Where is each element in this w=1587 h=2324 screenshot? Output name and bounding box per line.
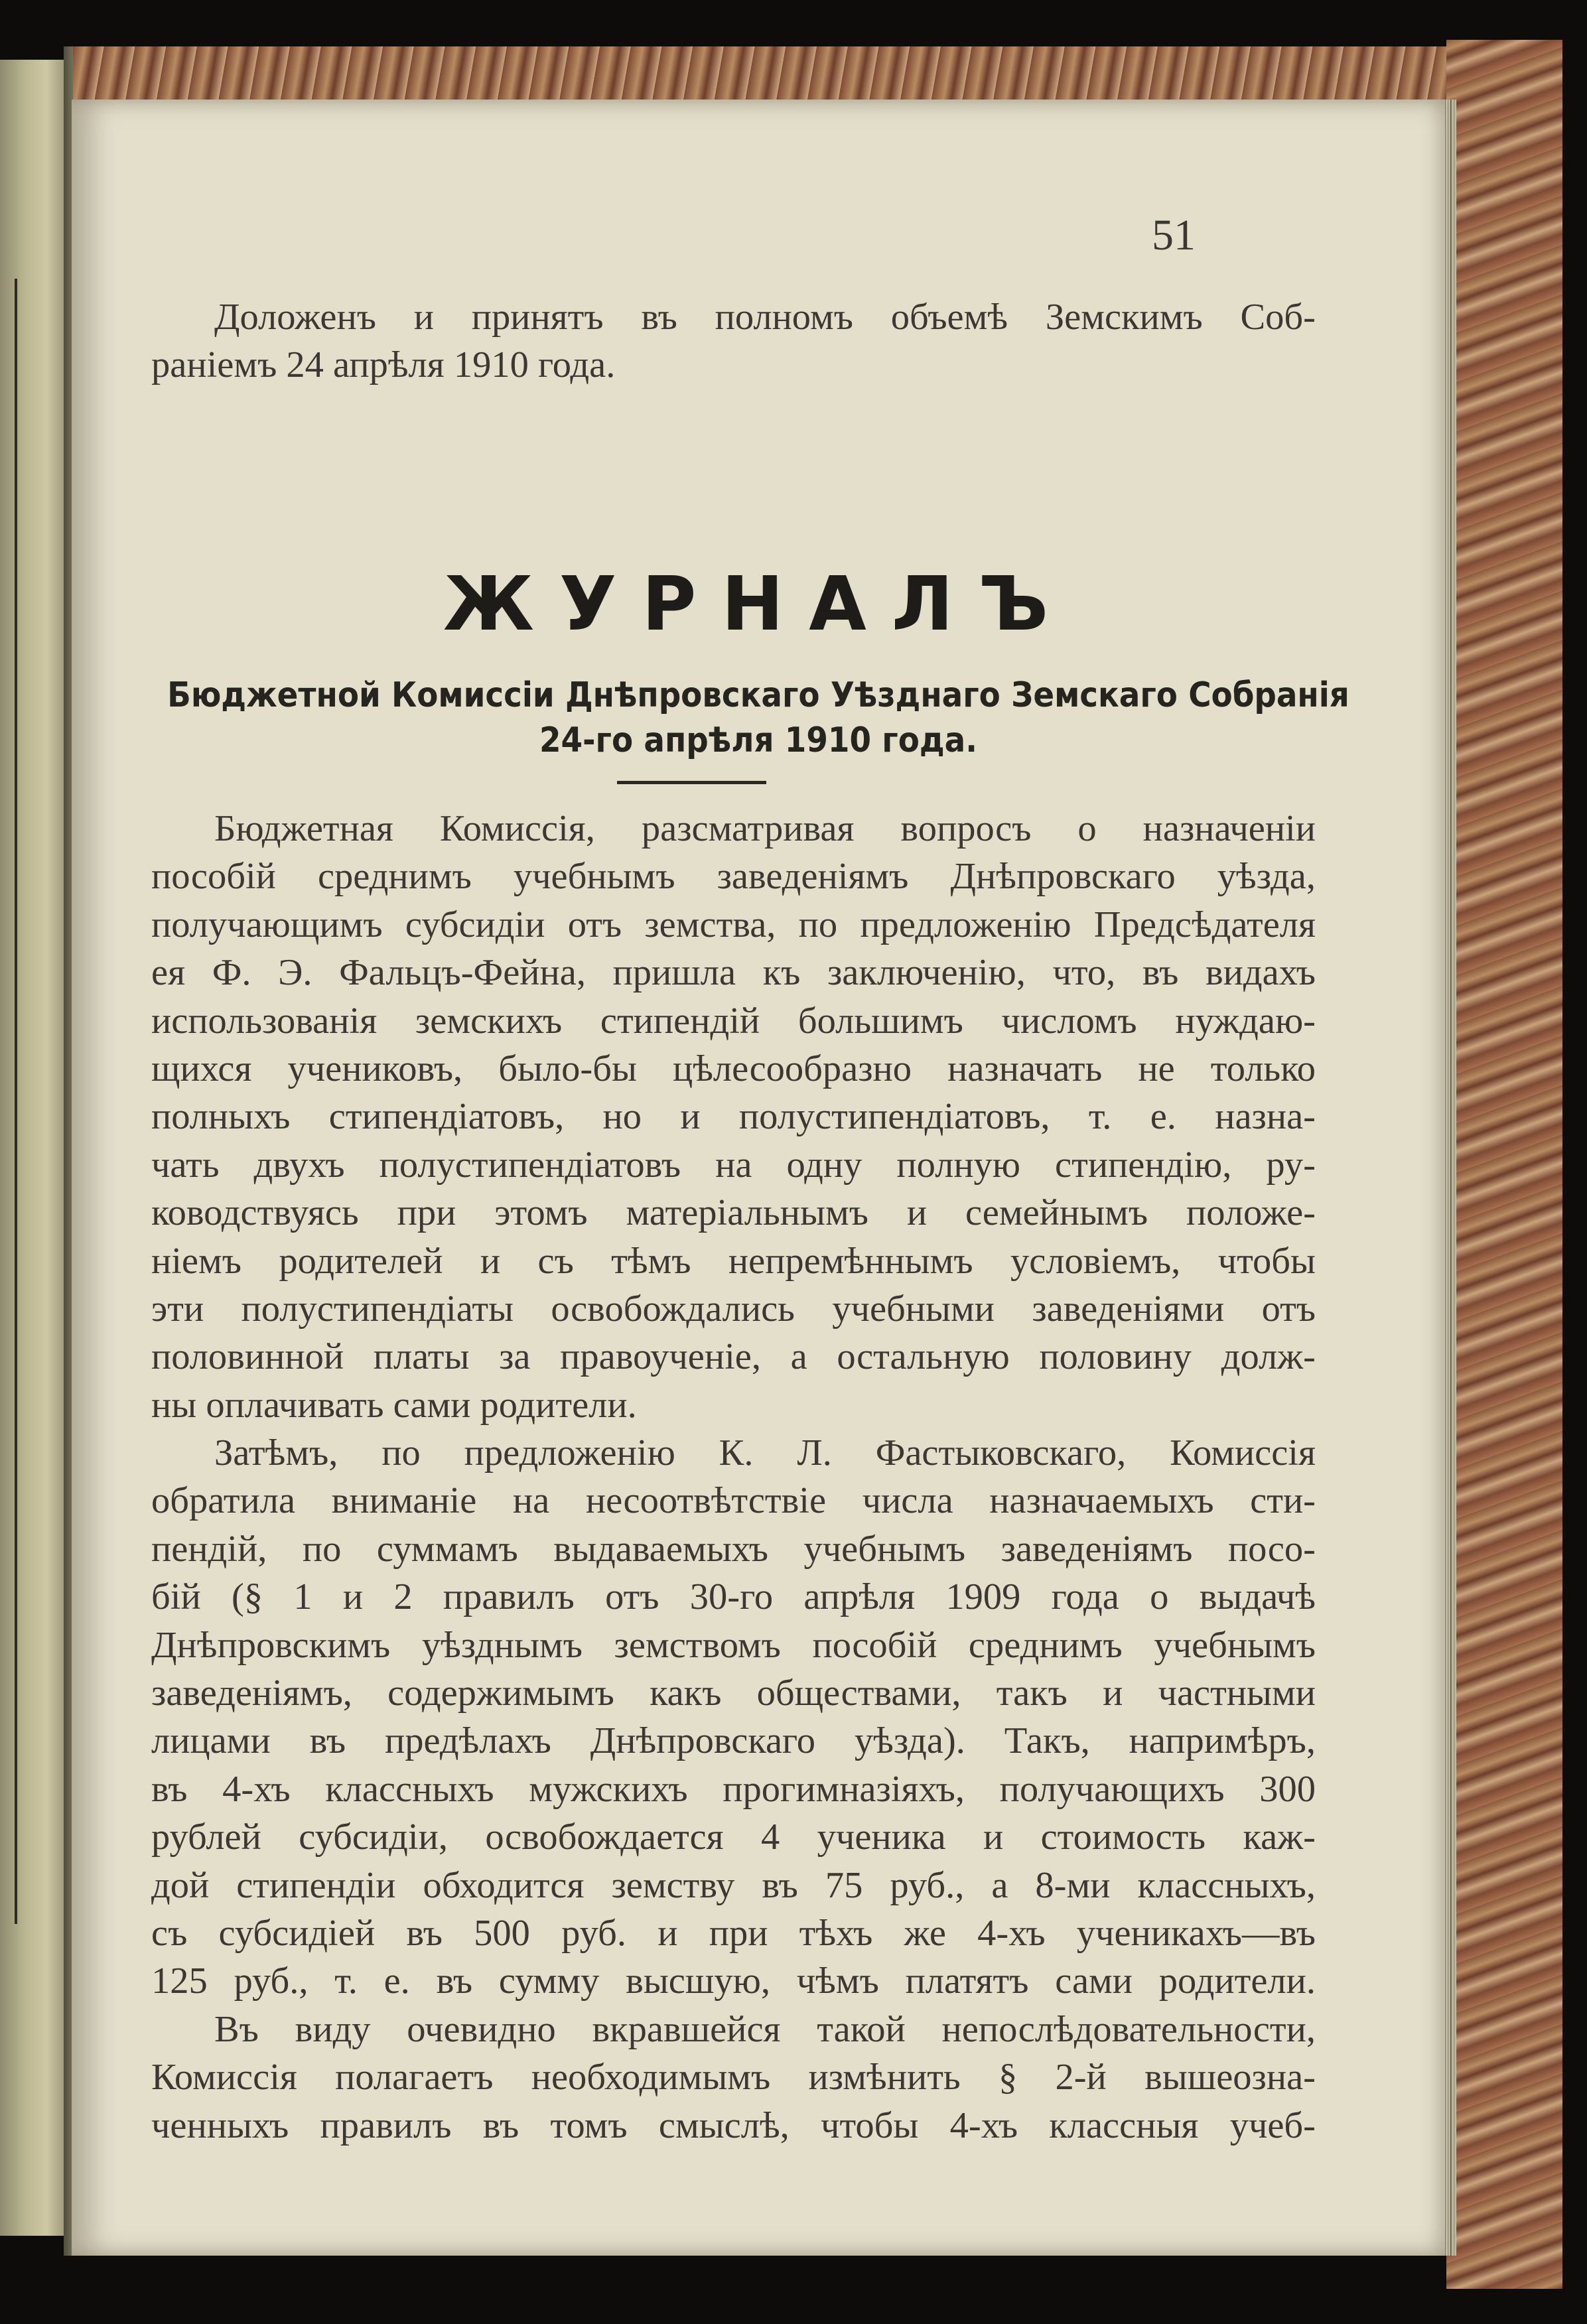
body-line: обратила вниманіе на несоотвѣтствіе числа назначаемыхъ сти- (151, 1480, 1316, 1522)
body-line: въ 4-хъ классныхъ мужскихъ прогимназіяхъ, получающихъ 300 (151, 1768, 1316, 1810)
body-line: чать двухъ полустипендіатовъ на одну полную стипендію, ру- (151, 1144, 1316, 1186)
title-divider (617, 781, 766, 784)
body-line: рублей субсидіи, освобождается 4 ученика и стоимость каж- (151, 1816, 1316, 1858)
body-line: бій (§ 1 и 2 правилъ отъ 30-го апрѣля 1909 года о выдачѣ (151, 1576, 1316, 1618)
body-line: ченныхъ правилъ въ томъ смыслѣ, чтобы 4-хъ классныя учеб- (151, 2104, 1316, 2146)
body-line: щихся учениковъ, было-бы цѣлесообразно назначать не только (151, 1048, 1316, 1089)
body-line: половинной платы за правоученіе, а остальную половину долж- (151, 1336, 1316, 1378)
body-line: лицами въ предѣлахъ Днѣпровскаго уѣзда). Такъ, напримѣръ, (151, 1720, 1316, 1762)
body-line: Комиссія полагаетъ необходимымъ измѣнить § 2-й вышеозна- (151, 2057, 1316, 2098)
marbled-top-edge (73, 46, 1480, 106)
body-line: заведеніямъ, содержимымъ какъ обществами, такъ и частными (151, 1673, 1316, 1714)
body-line: съ субсидіей въ 500 руб. и при тѣхъ же 4-хъ ученикахъ—въ (151, 1912, 1316, 1954)
body-line: пендій, по суммамъ выдаваемыхъ учебнымъ заведеніямъ посо- (151, 1528, 1316, 1570)
journal-subtitle: 24-го апрѣля 1910 года. (539, 720, 977, 760)
body-line: Затѣмъ, по предложенію К. Л. Фастыковскаго, Комиссія (214, 1432, 1316, 1474)
previous-page-rule (15, 279, 17, 1924)
intro-paragraph (151, 293, 1316, 389)
body-line: эти полустипендіаты освобождались учебными заведеніями отъ (151, 1288, 1316, 1330)
body-line: Днѣпровскимъ уѣзднымъ земствомъ пособій среднимъ учебнымъ (151, 1624, 1316, 1666)
body-line: пособій среднимъ учебнымъ заведеніямъ Днѣпровскаго уѣзда, (151, 856, 1316, 898)
journal-subtitle: Бюджетной Комиссіи Днѣпровскаго Уѣзднаго Земскаго Собранія (167, 675, 1349, 715)
body-line: Въ виду очевидно вкравшейся такой непослѣдовательности, (214, 2008, 1316, 2050)
body-line: ніемъ родителей и съ тѣмъ непремѣннымъ условіемъ, чтобы (151, 1240, 1316, 1282)
body-line: Бюджетная Комиссія, разсматривая вопросъ о назначеніи (214, 808, 1316, 849)
body-line: ководствуясь при этомъ матеріальнымъ и семейнымъ положе- (151, 1192, 1316, 1234)
body-line: полныхъ стипендіатовъ, но и полустипендіатовъ, т. е. назна- (151, 1096, 1316, 1138)
previous-page-edge (0, 60, 66, 2236)
intro-line: раніемъ 24 апрѣля 1910 года. (151, 344, 616, 386)
book-page (72, 100, 1445, 2256)
body-line: ны оплачивать сами родители. (151, 1384, 637, 1426)
journal-title: ЖУРНАЛЪ (443, 561, 1074, 648)
intro-line: Доложенъ и принятъ въ полномъ объемѣ Земскимъ Соб- (214, 297, 1316, 338)
body-line: использованія земскихъ стипендій большимъ числомъ нуждаю- (151, 1000, 1316, 1042)
body-line: получающимъ субсидіи отъ земства, по предложенію Предсѣдателя (151, 904, 1316, 945)
body-text (151, 805, 1316, 2150)
body-line: дой стипендіи обходится земству въ 75 руб., а 8-ми классныхъ, (151, 1864, 1316, 1906)
body-line: 125 руб., т. е. въ сумму высшую, чѣмъ платятъ сами родители. (151, 1960, 1316, 2002)
page-number: 51 (1152, 211, 1196, 259)
body-line: ея Ф. Э. Фальцъ-Фейна, пришла къ заключенію, что, въ видахъ (151, 952, 1316, 994)
marbled-fore-edge (1446, 40, 1562, 2289)
